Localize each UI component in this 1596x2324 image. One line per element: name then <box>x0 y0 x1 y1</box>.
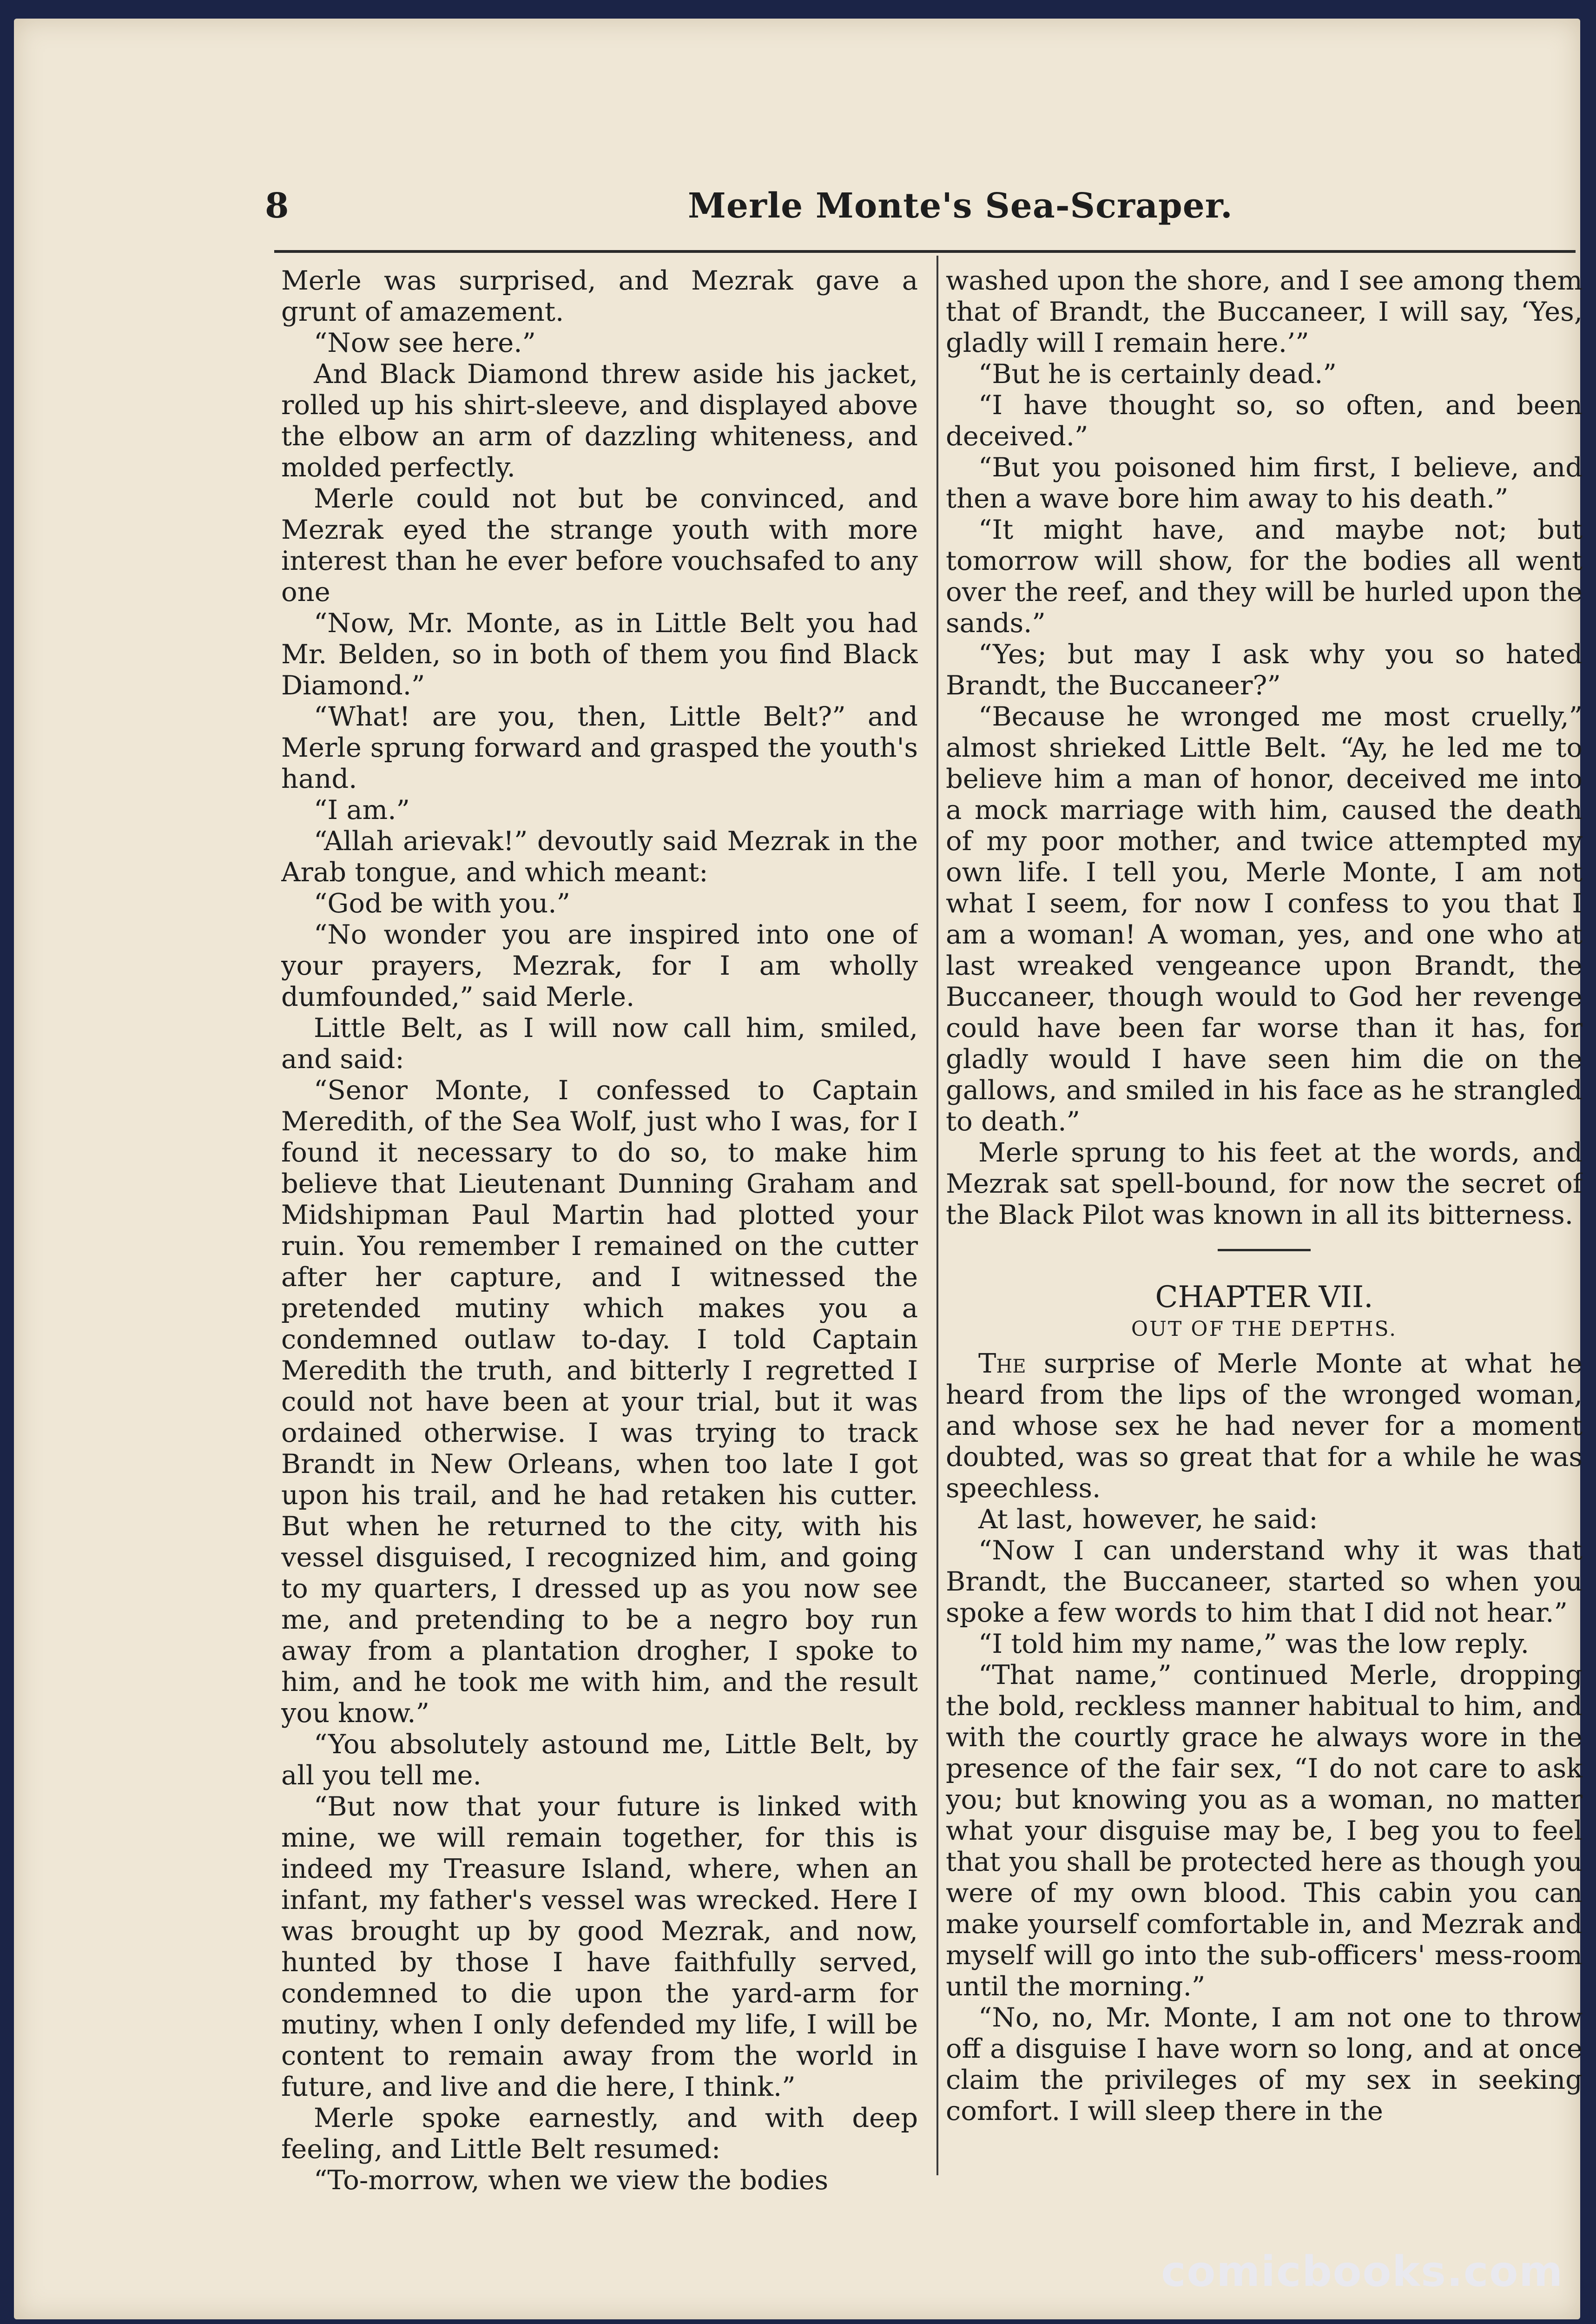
paragraph: washed upon the shore, and I see among them that of Brandt, the Buccaneer, I will say, ‘Yes, gladly will I remain here.’” <box>946 265 1583 358</box>
page-number: 8 <box>265 186 289 226</box>
paragraph: “Because he wronged me most cruelly,” almost shrieked Little Belt. “Ay, he led me to believe him a man of honor, deceived me into a mock marriage with him, caused the death of my poor mother, and twice attempted my own life. I tell you, Merle Monte, I am not what I seem, for now I confess to you that I am a woman! A woman, yes, and one who at last wreaked vengeance upon Brandt, the Buccaneer, though would to God her revenge could have been far worse than it has, for gladly would I have seen him die on the gallows, and smiled in his face as he strangled to death.” <box>946 701 1583 1137</box>
header-rule <box>274 250 1576 253</box>
paragraph: “I have thought so, so often, and been deceived.” <box>946 390 1583 452</box>
column-right <box>946 265 1583 2194</box>
paragraph: “It might have, and maybe not; but tomorrow will show, for the bodies all went over the reef, and they will be hurled upon the sands.” <box>946 514 1583 639</box>
paragraph: Merle was surprised, and Mezrak gave a grunt of amazement. <box>281 265 918 327</box>
paragraph: “Now see here.” <box>314 327 536 358</box>
paragraph: “God be with you.” <box>314 888 570 919</box>
column-divider <box>936 256 938 2175</box>
running-title: Merle Monte's Sea-Scraper. <box>688 186 1233 226</box>
magazine-page <box>14 19 1583 2319</box>
paragraph: “No, no, Mr. Monte, I am not one to throw off a disguise I have worn so long, and at once claim the privileges of my sex in seeking comfort. I will sleep there in the <box>946 2002 1583 2126</box>
paragraph: “Allah arievak!” devoutly said Mezrak in the Arab tongue, and which meant: <box>281 825 918 888</box>
chapter-opening-paragraph <box>946 1348 1583 1504</box>
paragraph: “But now that your future is linked with mine, we will remain together, for this is indeed my Treasure Island, where, when an infant, my father's vessel was wrecked. Here I was brought up by good Mezrak, and now, hunted by those I have faithfully served, condemned to die upon the yard-arm for mutiny, when I only defended my life, I will be content to remain away from the world in future, and live and die here, I think.” <box>281 1791 918 2102</box>
paragraph: “That name,” continued Merle, dropping the bold, reckless manner habitual to him, and with the courtly grace he always wore in the presence of the fair sex, “I do not care to ask you; but knowing you as a woman, no matter what your disguise may be, I beg you to feel that you shall be protected here as though you were of my own blood. This cabin you can make yourself comfortable in, and Mezrak and myself will go into the sub-officers' mess-room until the morning.” <box>946 1659 1583 2002</box>
paragraph: “But he is certainly dead.” <box>978 358 1337 390</box>
paragraph: Merle spoke earnestly, and with deep feeling, and Little Belt resumed: <box>281 2102 918 2165</box>
opening-word: The <box>978 1348 1026 1379</box>
paragraph: At last, however, he said: <box>978 1504 1318 1535</box>
paragraph: Little Belt, as I will now call him, smiled, and said: <box>281 1012 918 1075</box>
paragraph: “I told him my name,” was the low reply. <box>978 1628 1529 1659</box>
paragraph: Merle sprung to his feet at the words, and Mezrak sat spell-bound, for now the secret of the Black Pilot was known in all its bitterness. <box>946 1137 1583 1230</box>
opening-text: surprise of Merle Monte at what he heard from the lips of the wronged woman, and whose sex he had never for a moment doubted, was so great that for a while he was speechless. <box>946 1348 1583 1504</box>
paragraph: “I am.” <box>314 794 410 825</box>
paragraph: “You absolutely astound me, Little Belt, by all you tell me. <box>281 1729 918 1791</box>
column-left <box>281 265 918 2194</box>
paragraph: “No wonder you are inspired into one of your prayers, Mezrak, for I am wholly dumfounded,” said Merle. <box>281 919 918 1012</box>
paragraph: “What! are you, then, Little Belt?” and Merle sprung forward and grasped the youth's hand. <box>281 701 918 794</box>
paragraph: “Now, Mr. Monte, as in Little Belt you had Mr. Belden, so in both of them you find Black Diamond.” <box>281 607 918 701</box>
chapter-separator-rule <box>1218 1249 1311 1251</box>
chapter-title: CHAPTER VII. <box>1155 1280 1373 1314</box>
paragraph: And Black Diamond threw aside his jacket, rolled up his shirt-sleeve, and displayed above the elbow an arm of dazzling whiteness, and molded perfectly. <box>281 358 918 483</box>
paragraph: “Now I can understand why it was that Brandt, the Buccaneer, started so when you spoke a few words to him that I did not hear.” <box>946 1535 1583 1628</box>
paragraph: “Yes; but may I ask why you so hated Brandt, the Buccaneer?” <box>946 639 1583 701</box>
paragraph: “Senor Monte, I confessed to Captain Meredith, of the Sea Wolf, just who I was, for I found it necessary to do so, to make him believe that Lieutenant Dunning Graham and Midshipman Paul Martin had plotted your ruin. You remember I remained on the cutter after her capture, and I witnessed the pretended mutiny which makes you a condemned outlaw to-day. I told Captain Meredith the truth, and bitterly I regretted I could not have been at your trial, but it was ordained otherwise. I was trying to track Brandt in New Orleans, when too late I got upon his trail, and he had retaken his cutter. But when he returned to the city, with his vessel disguised, I recognized him, and going to my quarters, I dressed up as you now see me, and pretending to be a negro boy run away from a plantation drogher, I spoke to him, and he took me with him, and the result you know.” <box>281 1075 918 1729</box>
paragraph: “But you poisoned him first, I believe, and then a wave bore him away to his death.” <box>946 452 1583 514</box>
paragraph: Merle could not but be convinced, and Mezrak eyed the strange youth with more interest than he ever before vouchsafed to any one <box>281 483 918 607</box>
watermark: comicbooks.com <box>1161 2247 1563 2296</box>
paragraph: “To-morrow, when we view the bodies <box>314 2165 829 2194</box>
chapter-subtitle: OUT OF THE DEPTHS. <box>1131 1317 1398 1341</box>
